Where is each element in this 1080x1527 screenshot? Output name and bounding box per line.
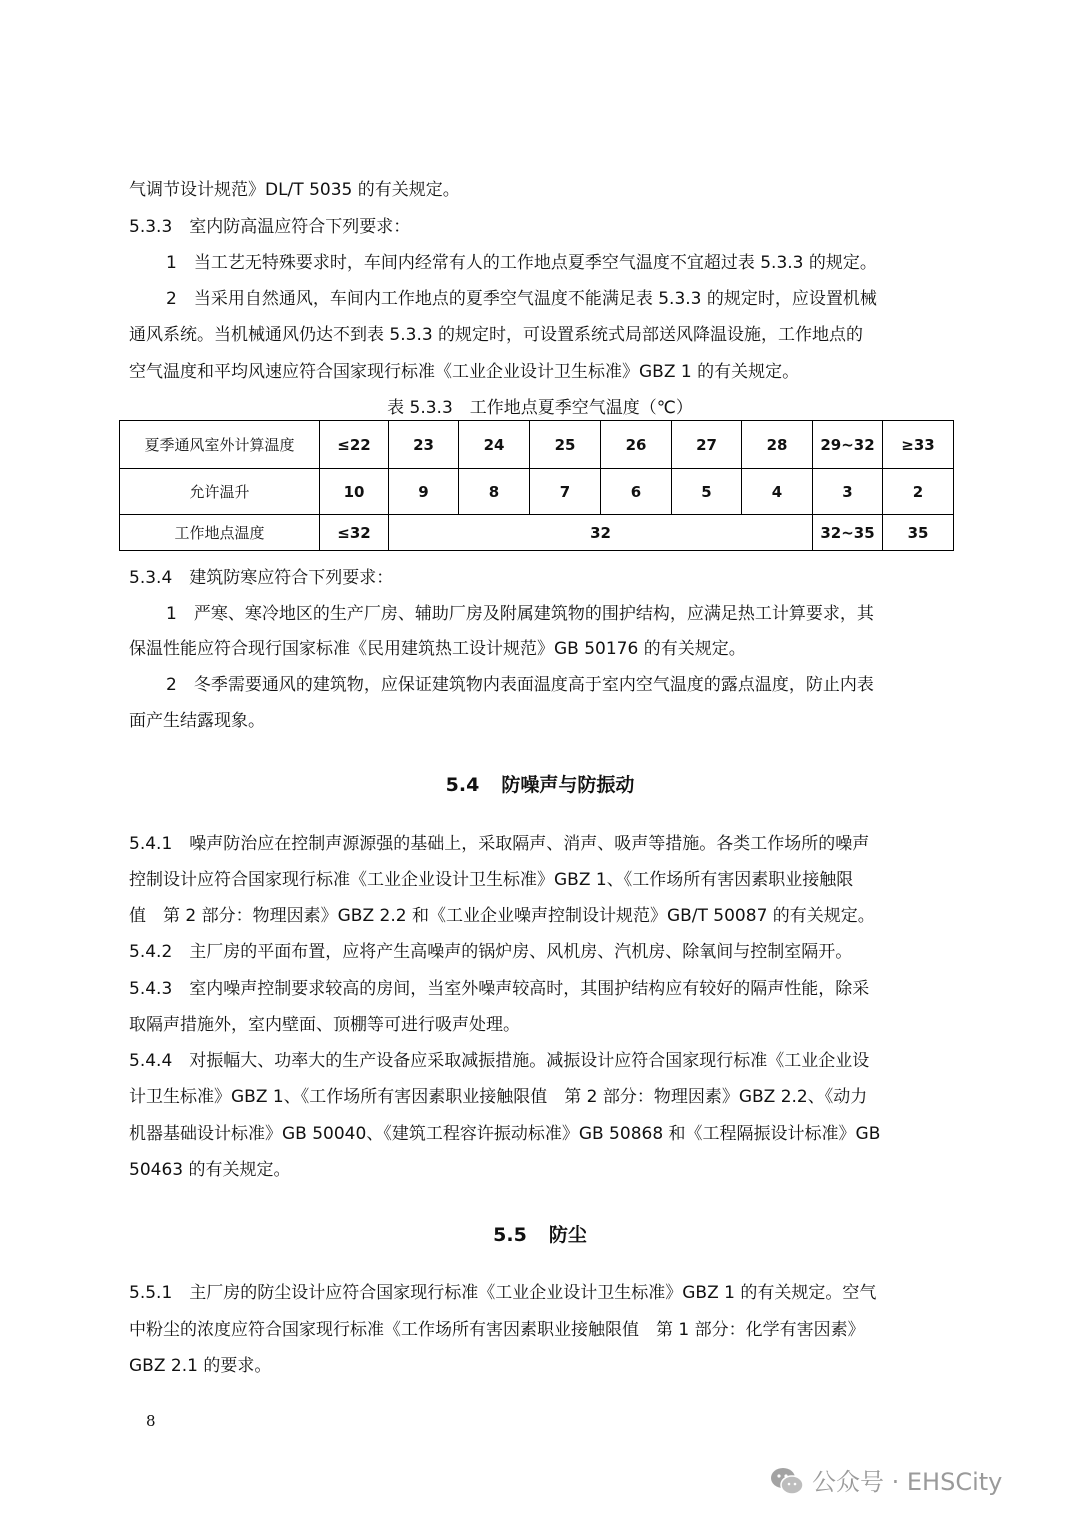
wechat-icon [770, 1466, 804, 1498]
table-cell: ≤22 [320, 421, 389, 469]
table-cell: 32 [389, 515, 813, 551]
table-row [120, 421, 954, 469]
table-cell: 24 [459, 421, 530, 469]
watermark-text: 公众号 · EHSCity [812, 1468, 1003, 1496]
table-cell: 27 [672, 421, 742, 469]
table-cell: 8 [459, 469, 530, 515]
row-header: 夏季通风室外计算温度 [120, 421, 320, 469]
table-cell: 9 [389, 469, 459, 515]
page-number: 8 [146, 1412, 156, 1430]
table-caption: 表 5.3.3 工作地点夏季空气温度（℃） [387, 398, 693, 418]
temperature-table [119, 420, 954, 551]
table-cell: 4 [742, 469, 813, 515]
table-cell: 26 [601, 421, 672, 469]
table-row [120, 469, 954, 515]
table-cell: 23 [389, 421, 459, 469]
table-cell: 2 [883, 469, 954, 515]
section-title-5-5: 5.5 防尘 [493, 1224, 587, 1246]
table-cell: 3 [813, 469, 883, 515]
row-header: 允许温升 [120, 469, 320, 515]
table-cell: 25 [530, 421, 601, 469]
watermark [770, 1462, 1060, 1502]
table-cell: 35 [883, 515, 954, 551]
document-page: 气调节设计规范》DL/T 5035 的有关规定。 5.3.3 室内防高温应符合下列要求： 1 当工艺无特殊要求时，车间内经常有人的工作地点夏季空气温度不宜超过表 5.3.3 的规定。 2 当采用自然通风，车间内工作地点的夏季空气温度不能满足表 5.3.3 的规定时，应设置机械 通风系统。当机械通风仍达不到表 5.3.3 的规定时，可设置系统式局部送风降温设施，工作地点的 空气温度和平均风速应符合国家现行标准《工业企业设计卫生标准》GBZ 1 的有关规定。 表 5.3.3 工作地点夏季空气温度（℃） 夏季通风室外计算温度 ≤22 23 24 25 26 27 28 29~32 ≥33 允许温升 10 9 8 7 6 5 4 3 2 工作地点温度 ≤32 32 32~35 35 5.3.4 建筑防寒应符合下列要求： 1 严寒、寒冷地区的生产厂房、辅助厂房及附属建筑物的围护结构，应满足热工计算要求，其 保温性能应符合现行国家标准《民用建筑热工设计规范》GB 50176 的有关规定。 2 冬季需要通风的建筑物，应保证建筑物内表面温度高于室内空气温度的露点温度，防止内表 面产生结露现象。 5.4 防噪声与防振动 5.4.1 噪声防治应在控制声源源强的基础上，采取隔声、消声、吸声等措施。各类工作场所的噪声 控制设计应符合国家现行标准《工业企业设计卫生标准》GBZ 1、《工作场所有害因素职业接触限 值 第 2 部分：物理因素》GBZ 2.2 和《工业企业噪声控制设计规范》GB/T 50087 的有关规定。 5.4.2 主厂房的平面布置，应将产生高噪声的锅炉房、风机房、汽机房、除氧间与控制室隔开。 5.4.3 室内噪声控制要求较高的房间，当室外噪声较高时，其围护结构应有较好的隔声性能，除采 取隔声措施外，室内壁面、顶棚等可进行吸声处理。 5.4.4 对振幅大、功率大的生产设备应采取减振措施。减振设计应符合国家现行标准《工业企业设 计卫生标准》GBZ 1、《工作场所有害因素职业接触限值 第 2 部分：物理因素》GBZ 2.2、《动力 机器基础设计标准》GB 50040、《建筑工程容许振动标准》GB 50868 和《工程隔振设计标准》GB 50463 的有关规定。 5.5 防尘 5.5.1 主厂房的防尘设计应符合国家现行标准《工业企业设计卫生标准》GBZ 1 的有关规定。空气 中粉尘的浓度应符合国家现行标准《工作场所有害因素职业接触限值 第 1 部分：化学有害因素》 GBZ 2.1 的要求。 8 公众号 · EHSCity [0, 0, 1080, 1527]
table-cell: 7 [530, 469, 601, 515]
table-cell: ≥33 [883, 421, 954, 469]
table-cell: 5 [672, 469, 742, 515]
table-cell: ≤32 [320, 515, 389, 551]
table-cell: 28 [742, 421, 813, 469]
table-cell: 32~35 [813, 515, 883, 551]
table-row [120, 515, 954, 551]
table-cell: 29~32 [813, 421, 883, 469]
section-title-5-4: 5.4 防噪声与防振动 [445, 774, 635, 796]
row-header: 工作地点温度 [120, 515, 320, 551]
table-cell: 10 [320, 469, 389, 515]
table-cell: 6 [601, 469, 672, 515]
